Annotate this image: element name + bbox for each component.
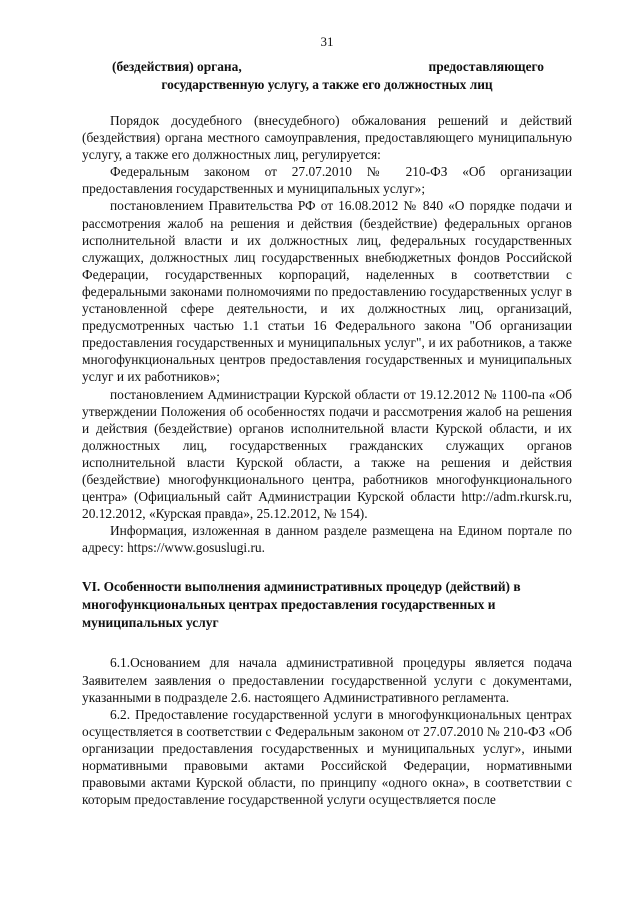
page-heading	[82, 58, 572, 94]
section-title: VI. Особенности выполнения административных процедур (действий) в многофункциональных центрах предоставления государственных и муниципальных услуг	[82, 579, 521, 631]
paragraph-portal-info: Информация, изложенная в данном разделе размещена на Едином портале по адресу: https://www.gosuslugi.ru.	[82, 523, 572, 556]
paragraph-government-decree: постановлением Правительства РФ от 16.08.2012 № 840 «О порядке подачи и рассмотрения жалоб на решения и действия (бездействие) федеральных органов исполнительной власти и их должностных лиц, федеральных государственных служащих, должностных лиц государственных внебюджетных фондов Российской Федерации, государственных корпораций, наделенных в соответствии с федеральными законами полномочиями по предоставлению государственных услуг в установленной сфере деятельности, и их должностных лиц, организаций, предусмотренных частью 1.1 статьи 16 Федерального закона "Об организации предоставления государственных и муниципальных услуг", и их работников, а также многофункциональных центров предоставления государственных и муниципальных услуг и их работников»;	[82, 198, 572, 385]
paragraph-regional-decree: постановлением Администрации Курской области от 19.12.2012 № 1100-па «Об утверждении Положения об особенностях подачи и рассмотрения жалоб на решения и действия (бездействие) органов исполнительной власти Курской области, и их должностных лиц, государственных гражданских служащих органов исполнительной власти Курской области, а также на решения и действия (бездействие) многофункционального центра, работников многофункционального центра» (Официальный сайт Администрации Курской области http://adm.rkursk.ru, 20.12.2012, «Курская правда», 25.12.2012, № 154).	[82, 386, 572, 522]
paragraph-6-1: 6.1.Основанием для начала административной процедуры является подача Заявителем заявления о предоставлении государственной услуги с документами, указанными в подразделе 2.6. настоящего Административного регламента.	[82, 655, 572, 705]
paragraph-intro: Порядок досудебного (внесудебного) обжалования решений и действий (бездействия) органа местного самоуправления, предоставляющего муниципальную услугу, а также его должностных лиц, регулируется:	[82, 113, 572, 163]
paragraph-federal-law: Федеральным законом от 27.07.2010 № 210-ФЗ «Об организации предоставления государственных и муниципальных услуг»;	[82, 164, 572, 197]
heading-line-1-right: предоставляющего	[428, 59, 544, 74]
heading-line-2: государственную услугу, а также его должностных лиц	[161, 77, 493, 92]
document-page	[82, 34, 572, 808]
heading-line-1-left: (бездействия) органа,	[112, 59, 242, 74]
page-number: 31	[320, 34, 334, 49]
heading-line-1	[82, 58, 572, 76]
paragraph-6-2: 6.2. Предоставление государственной услуги в многофункциональных центрах осуществляется в соответствии с Федеральным законом от 27.07.2010 № 210-ФЗ «Об организации предоставления государственных и муниципальных услуг», иными нормативными правовыми актами Российской Федерации, нормативными правовыми актами Курской области, по принципу «одного окна», в соответствии с которым предоставление государственной услуги осуществляется после	[82, 706, 572, 808]
